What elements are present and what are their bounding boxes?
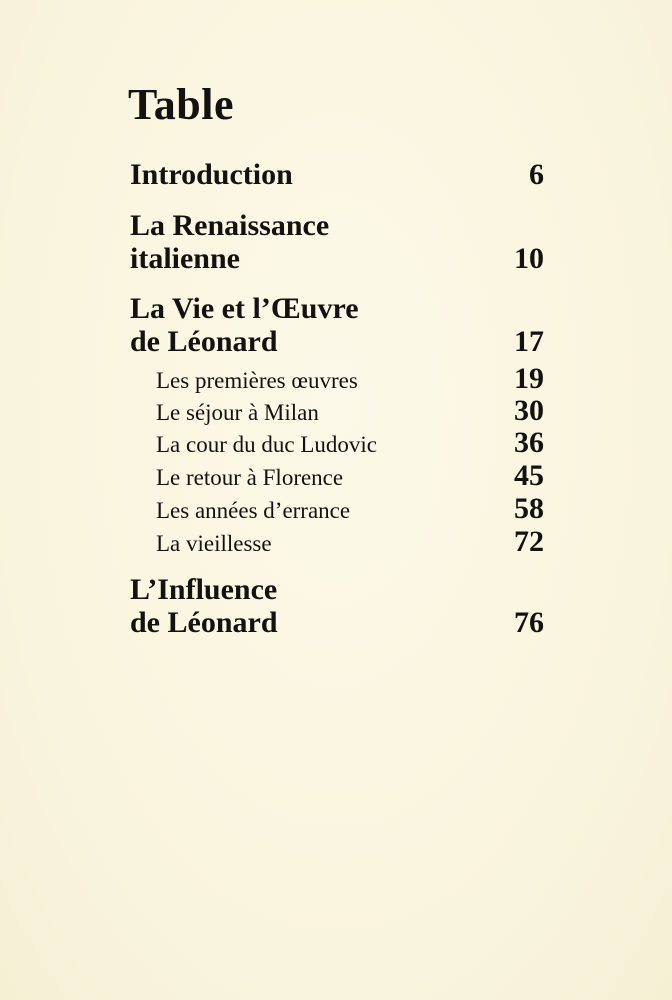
toc-page-number: 10 [514,242,544,275]
toc-page-number: 58 [514,492,544,525]
toc-page-number: 76 [514,606,544,639]
page-title: Table [128,80,235,129]
toc-entry-title: L’Influence [130,573,278,606]
toc-entry-title-cont: de Léonard [130,325,278,358]
toc-entry-title: La Vie et l’Œuvre [130,292,359,325]
toc-entry-title: Introduction [130,158,293,191]
toc-entry-vie-oeuvre [130,292,544,358]
toc-subentry-title: Les premières œuvres [156,368,358,393]
toc-page-number: 19 [514,362,544,395]
toc-page-number: 36 [514,426,544,459]
toc-page-number: 17 [514,325,544,358]
toc-subentry-title: La cour du duc Ludovic [156,432,377,457]
toc-page-number: 72 [514,525,544,558]
toc-subentry-premieres-oeuvres [156,362,544,397]
toc-entry-influence [130,573,544,639]
toc-subentry-cour-ludovic [156,426,544,461]
toc-subentry-retour-florence [156,459,544,494]
toc-entry-title: La Renaissance [130,209,330,242]
toc-subentry-title: La vieillesse [156,531,272,556]
toc-subentry-title: Les années d’errance [156,498,351,523]
toc-subentry-sejour-milan [156,394,544,429]
toc-page-number: 6 [529,158,544,191]
toc-subentry-annees-errance [156,492,544,527]
toc-page-number: 45 [514,459,544,492]
toc-page-number: 30 [514,394,544,427]
toc-entry-title-cont: italienne [130,242,240,275]
toc-subentry-vieillesse [156,525,544,560]
toc-entry-renaissance [130,209,544,275]
toc-subentry-title: Le séjour à Milan [156,400,319,425]
toc-subentry-title: Le retour à Florence [156,465,344,490]
toc-entry-title-cont: de Léonard [130,606,278,639]
toc-entry-introduction [130,158,544,191]
